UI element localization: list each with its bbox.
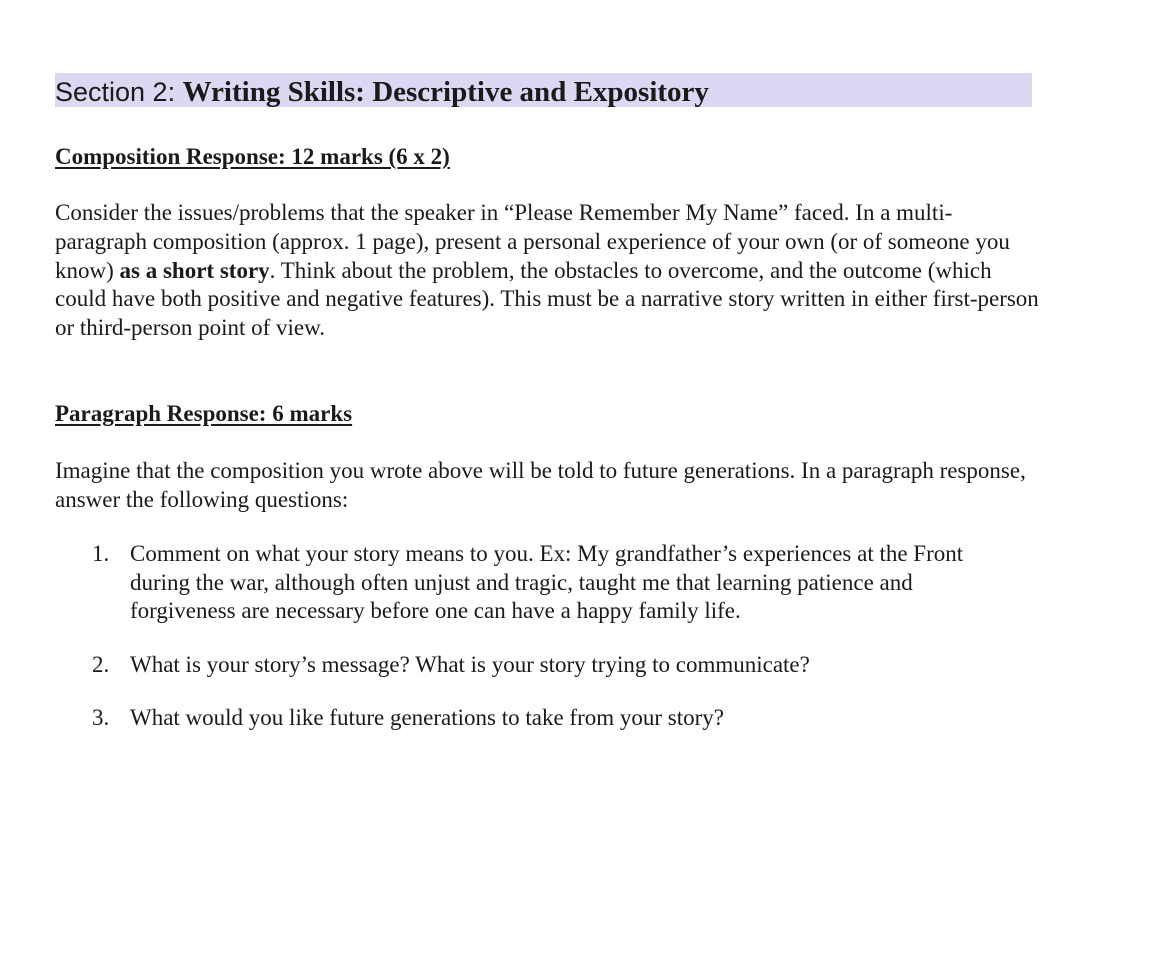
question-text: Comment on what your story means to you. Ex: My grandfather’s experiences at the Front during the war, although often unjust and tragic, taught me that learning patience and forgiveness are necessary before one can have a happy family life. bbox=[130, 541, 964, 624]
composition-instructions bbox=[55, 199, 1040, 343]
composition-text-bold: as a short story bbox=[119, 257, 270, 283]
question-text: What would you like future generations to take from your story? bbox=[130, 705, 725, 731]
question-number: 2. bbox=[92, 651, 110, 677]
paragraph-heading: Paragraph Response: 6 marks bbox=[55, 401, 353, 426]
section-title bbox=[55, 76, 709, 108]
question-number: 3. bbox=[92, 705, 110, 731]
section-title-main: Writing Skills: Descriptive and Expository bbox=[182, 76, 709, 108]
question-list bbox=[55, 540, 1055, 758]
question-text: What is your story’s message? What is your story trying to communicate? bbox=[130, 651, 810, 677]
composition-text-before: Consider the issues/problems that the speaker in “Please Remember My Name” faced. In a multi- paragraph composition (approx. 1 page), present a personal experience of your own (or of someone you know) bbox=[55, 200, 1010, 283]
list-item bbox=[55, 704, 1000, 733]
composition-text-after: . Think about the problem, the obstacles to overcome, and the outcome (which could have both positive and negative features). This must be a narrative story written in either first-person or third-person point of view. bbox=[55, 257, 1039, 341]
list-item bbox=[55, 540, 1000, 626]
composition-heading: Composition Response: 12 marks (6 x 2) bbox=[55, 144, 450, 169]
section-title-prefix: Section 2: bbox=[55, 77, 183, 107]
paragraph-intro: Imagine that the composition you wrote above will be told to future generations. In a paragraph response, answer the following questions: bbox=[55, 458, 1026, 512]
question-number: 1. bbox=[92, 541, 110, 566]
list-item bbox=[55, 651, 1000, 680]
